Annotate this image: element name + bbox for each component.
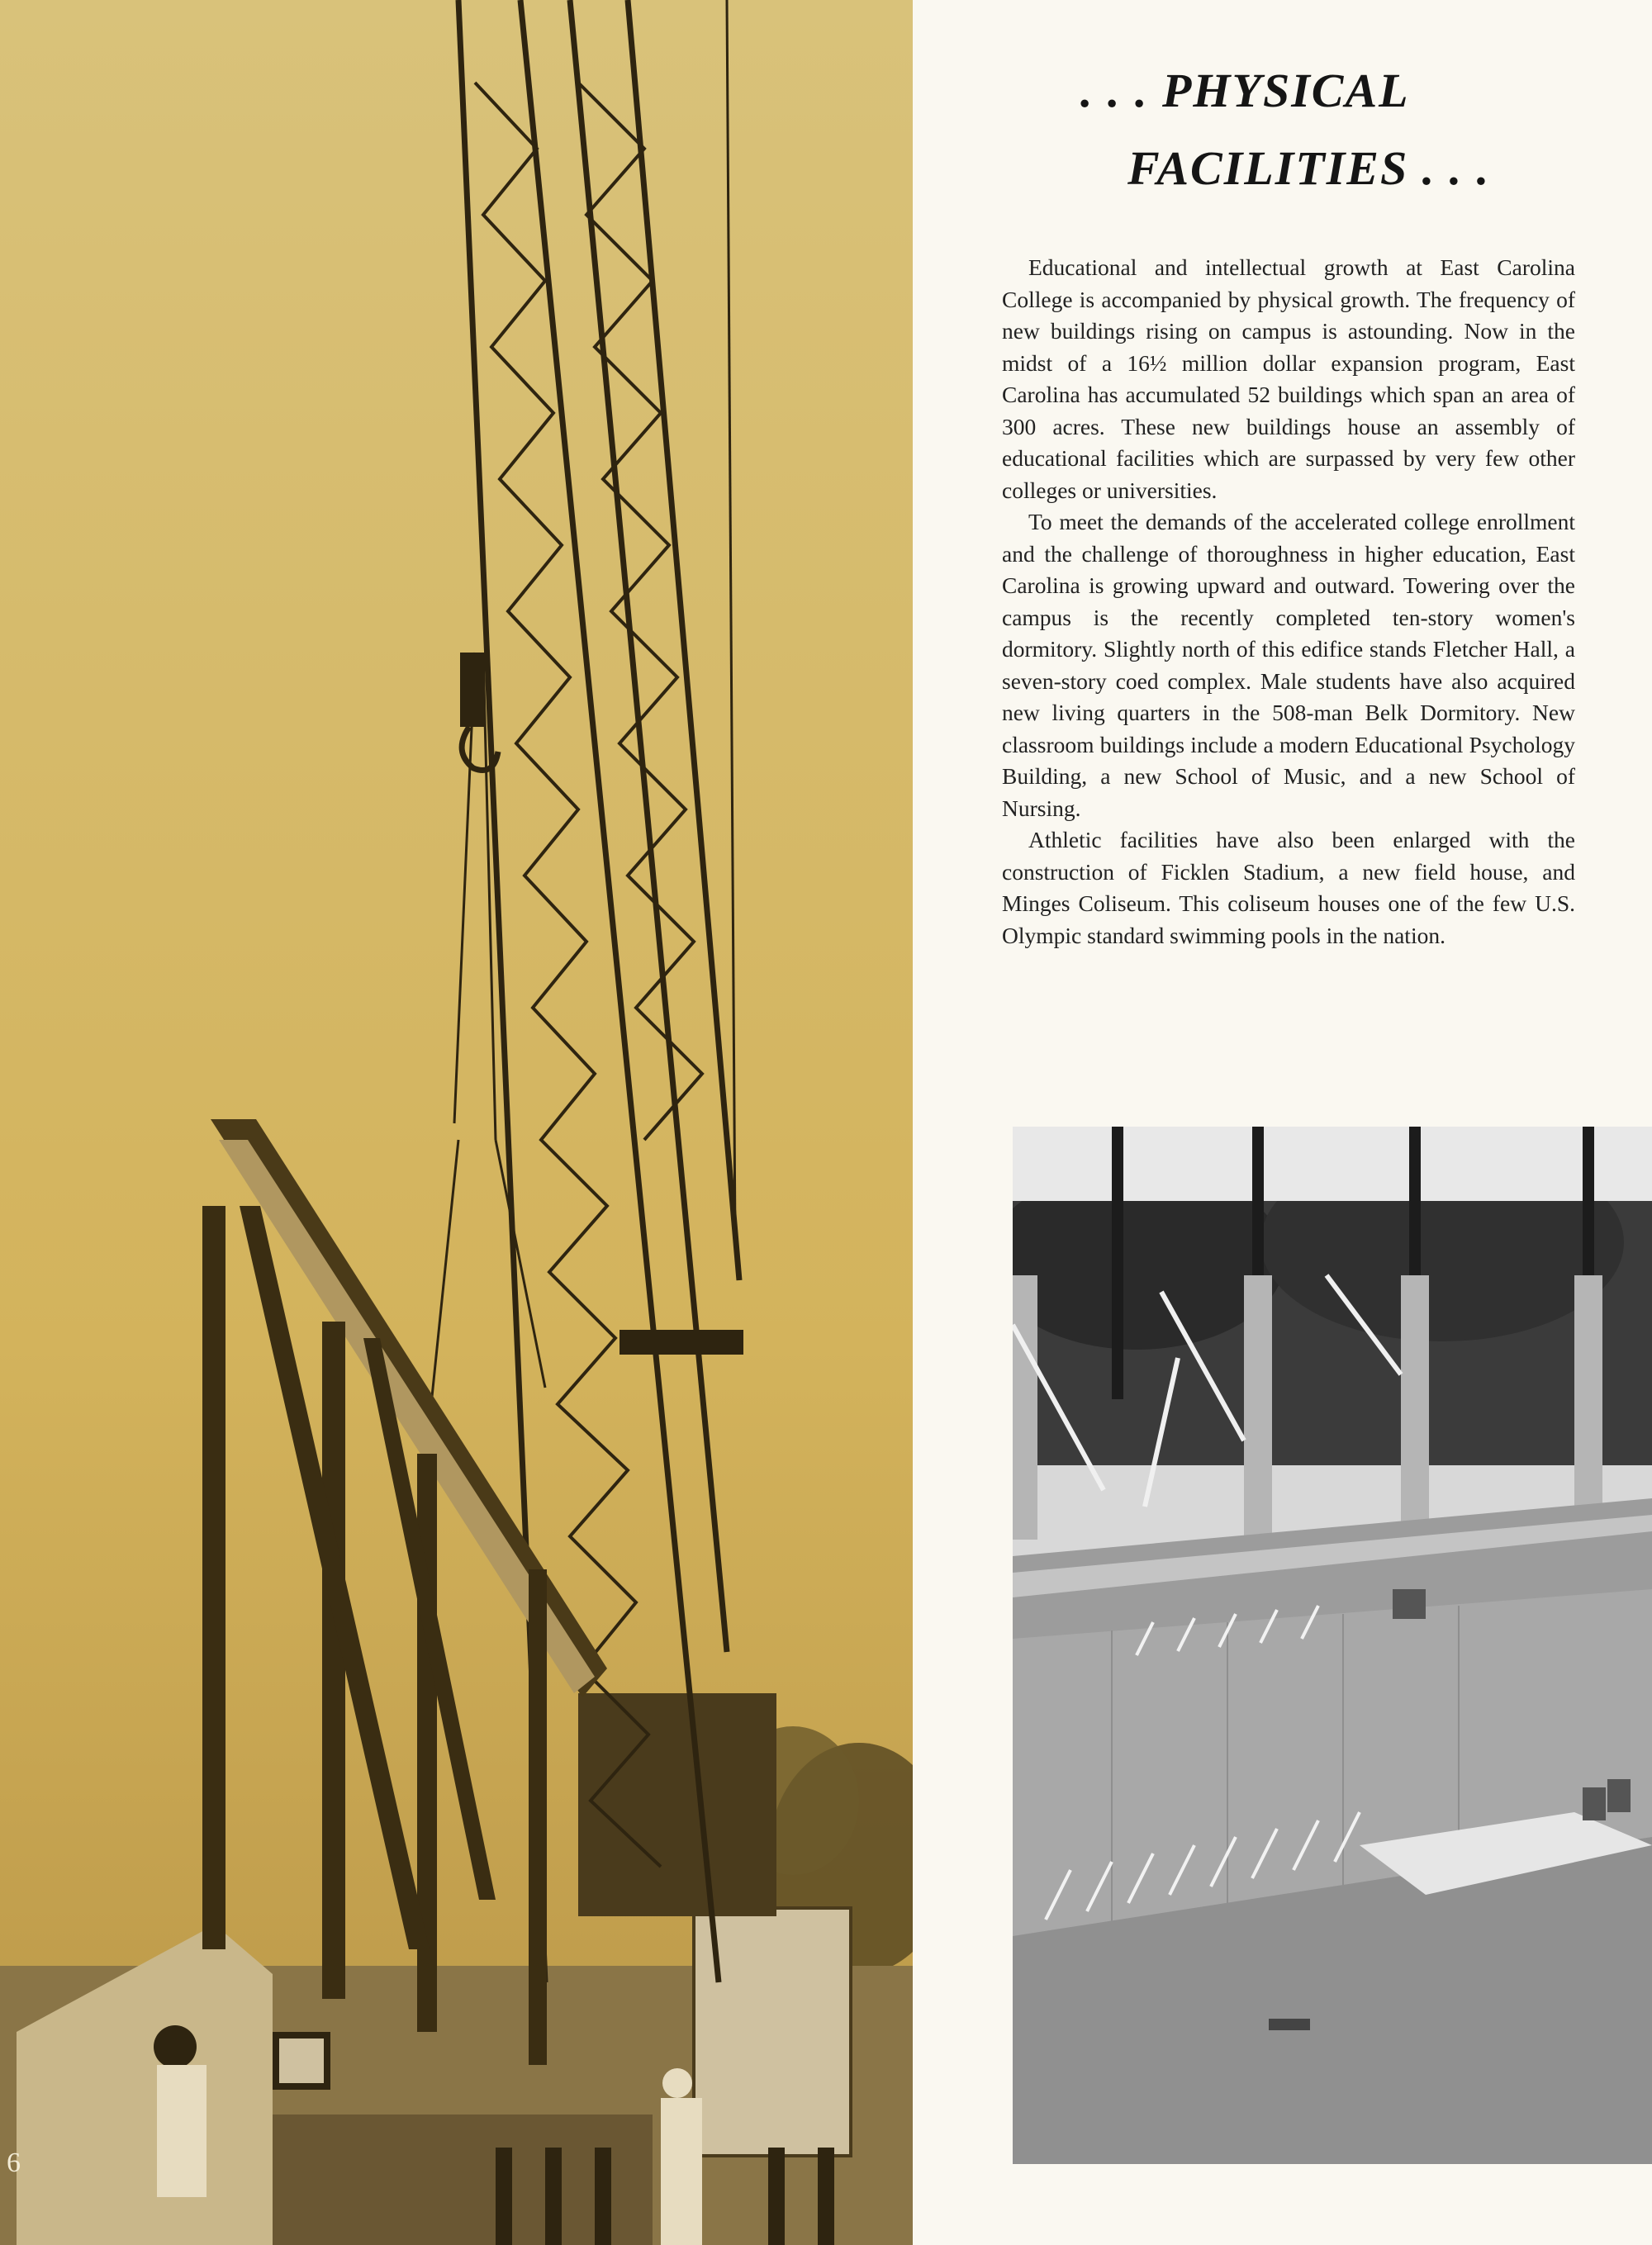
coliseum-photo — [1013, 1127, 1652, 2164]
article-body — [1002, 252, 1575, 952]
paragraph-2: To meet the demands of the accelerated college enrollment and the challenge of thoroughness in higher education, East Carolina is growing upward and outward. Towering over the campus is the recently completed ten-story women's dormitory. Slightly north of this edifice stands Fletcher Hall, a seven-story coed complex. Male students have also acquired new living quarters in the 508-man Belk Dormitory. New classroom buildings include a modern Educational Psychology Building, a new School of Music, and a new School of Nursing. — [1002, 509, 1575, 821]
page-title-line-2: FACILITIES . . . — [1127, 141, 1491, 195]
page-title-line-1: . . . PHYSICAL — [1080, 64, 1410, 117]
paragraph-1: Educational and intellectual growth at East Carolina College is accompanied by physical growth. The frequency of new buildings rising on campus is astounding. Now in the midst of a 16½ million dollar expansion program, East Carolina has accumulated 52 buildings which span an area of 300 acres. These new buildings house an assembly of educational facilities which are surpassed by very few other colleges or universities. — [1002, 254, 1575, 503]
construction-site-illustration — [1013, 1127, 1652, 2164]
paragraph-3: Athletic facilities have also been enlarged with the construction of Ficklen Stadium, a new field house, and Minges Coliseum. This coliseum houses one of the few U.S. Olympic standard swimming pools in the nation. — [1002, 827, 1575, 948]
page-number: 6 — [7, 2148, 21, 2178]
